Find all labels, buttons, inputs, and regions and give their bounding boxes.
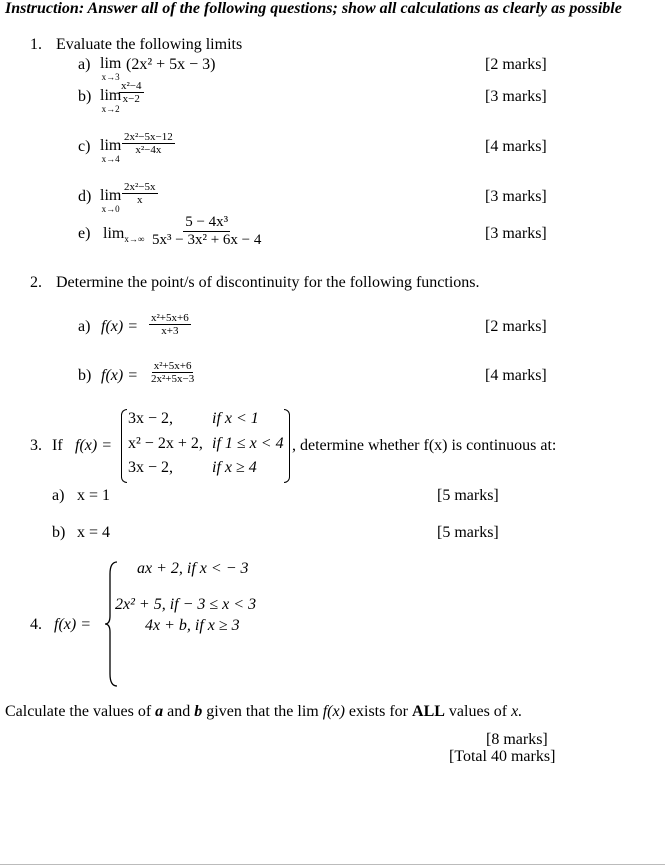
q3-if: If (52, 437, 63, 454)
q2b-label: b) (78, 367, 92, 384)
all-word: ALL (412, 703, 445, 720)
q2a-function: f(x) = (101, 318, 138, 335)
q3-case-2-cond: if 1 ≤ x < 4 (212, 435, 284, 452)
q3a-marks: [5 marks] (437, 487, 499, 504)
q1e-label: e) (78, 225, 91, 242)
calc-and: and (167, 703, 191, 720)
var-a: a (155, 703, 164, 720)
q1c-label: c) (78, 138, 91, 155)
q2b-fraction (149, 360, 196, 385)
lim-subscript: x→∞ (124, 234, 145, 244)
lim-subscript: x→3 (101, 72, 120, 82)
lim-word: lim (100, 187, 122, 204)
q1b-fraction (119, 80, 144, 105)
q1-number: 1. (30, 36, 42, 53)
lim-word: lim (103, 225, 125, 242)
q4-calculate-text (5, 703, 522, 721)
page-bottom-rule (0, 864, 665, 865)
q1d-fraction (122, 181, 158, 206)
q1c-marks: [4 marks] (485, 138, 547, 155)
calc-fx: f(x) (322, 703, 345, 720)
q4-case-3: 4x + b, if x ≥ 3 (145, 617, 240, 634)
q1e-marks: [3 marks] (485, 225, 547, 242)
q3-case-3-expr: 3x − 2, (128, 459, 174, 476)
q1b-marks: [3 marks] (485, 88, 547, 105)
q3-function: f(x) = (75, 437, 112, 454)
left-brace (121, 409, 127, 483)
lim-word: lim (100, 137, 122, 154)
q1b-label: b) (78, 88, 92, 105)
fraction-numerator: 5 − 4x³ (185, 214, 229, 230)
q1c-fraction (122, 131, 175, 156)
q4-marks: [8 marks] (486, 731, 548, 748)
lim-word: lim (100, 55, 122, 72)
q1a-marks: [2 marks] (485, 56, 547, 73)
fraction-numerator: x²+5x+6 (153, 360, 192, 372)
q3-case-1-cond: if x < 1 (212, 410, 259, 427)
q2-number: 2. (30, 274, 42, 291)
q1e-fraction (150, 214, 263, 248)
q4-case-1: ax + 2, if x < − 3 (137, 560, 249, 577)
q4-number: 4. (30, 616, 42, 633)
q3b-expression: x = 4 (77, 524, 111, 541)
q2b-marks: [4 marks] (485, 367, 547, 384)
q3-case-2-expr: x² − 2x + 2, (128, 435, 203, 452)
q3a-label: a) (52, 487, 65, 504)
calc-end: exists for (348, 703, 409, 720)
q4-case-2: 2x² + 5, if − 3 ≤ x < 3 (115, 596, 257, 613)
lim-subscript: x→2 (101, 104, 120, 114)
q3-case-3-cond: if x ≥ 4 (212, 459, 257, 476)
q3-number: 3. (30, 437, 42, 454)
q1c-limit (100, 138, 121, 164)
q4-function: f(x) = (54, 616, 91, 633)
q1-prompt: Evaluate the following limits (56, 36, 243, 53)
q2a-fraction (149, 312, 191, 337)
q1a-expression: (2x² + 5x − 3) (126, 56, 216, 73)
q2a-marks: [2 marks] (485, 318, 547, 335)
right-brace (284, 409, 290, 483)
fraction-denominator: 2x²+5x−3 (151, 373, 195, 386)
fraction-denominator: 5x³ − 3x² + 6x − 4 (152, 231, 262, 248)
instruction-text: Instruction: Answer all of the following questions; show all calculations as clearly as possible (5, 0, 622, 17)
q1d-label: d) (78, 188, 92, 205)
q3b-label: b) (52, 524, 66, 541)
q4-left-brace (103, 560, 119, 688)
var-x: x. (511, 703, 523, 720)
values-of: values of (448, 703, 508, 720)
fraction-numerator: x²+5x+6 (151, 312, 189, 324)
q3-case-1-expr: 3x − 2, (128, 410, 174, 427)
q1a-limit (100, 56, 121, 82)
fraction-numerator: 2x²−5x−12 (124, 131, 173, 143)
fraction-denominator: x²−4x (135, 144, 162, 157)
fraction-denominator: x−2 (122, 93, 140, 106)
fraction-denominator: x+3 (161, 325, 179, 338)
fraction-denominator: x (137, 194, 143, 207)
fraction-numerator: 2x²−5x (124, 181, 156, 193)
q2b-function: f(x) = (101, 367, 138, 384)
q3-tail: , determine whether f(x) is continuous at: (292, 437, 557, 454)
calc-pre: Calculate the values of (5, 703, 152, 720)
q2a-label: a) (78, 318, 91, 335)
q3a-expression: x = 1 (77, 487, 111, 504)
fraction-numerator: x²−4 (121, 80, 142, 92)
var-b: b (194, 703, 203, 720)
total-marks: [Total 40 marks] (449, 748, 556, 765)
q1d-limit (100, 188, 121, 214)
q1a-label: a) (78, 56, 91, 73)
q2-prompt: Determine the point/s of discontinuity for the following functions. (56, 274, 480, 291)
q1d-marks: [3 marks] (485, 188, 547, 205)
lim-subscript: x→4 (101, 154, 120, 164)
calc-mid: given that the lim (206, 703, 319, 720)
lim-word: lim (100, 87, 122, 104)
lim-subscript: x→0 (101, 204, 120, 214)
q3b-marks: [5 marks] (437, 524, 499, 541)
q1e-limit (103, 225, 144, 243)
